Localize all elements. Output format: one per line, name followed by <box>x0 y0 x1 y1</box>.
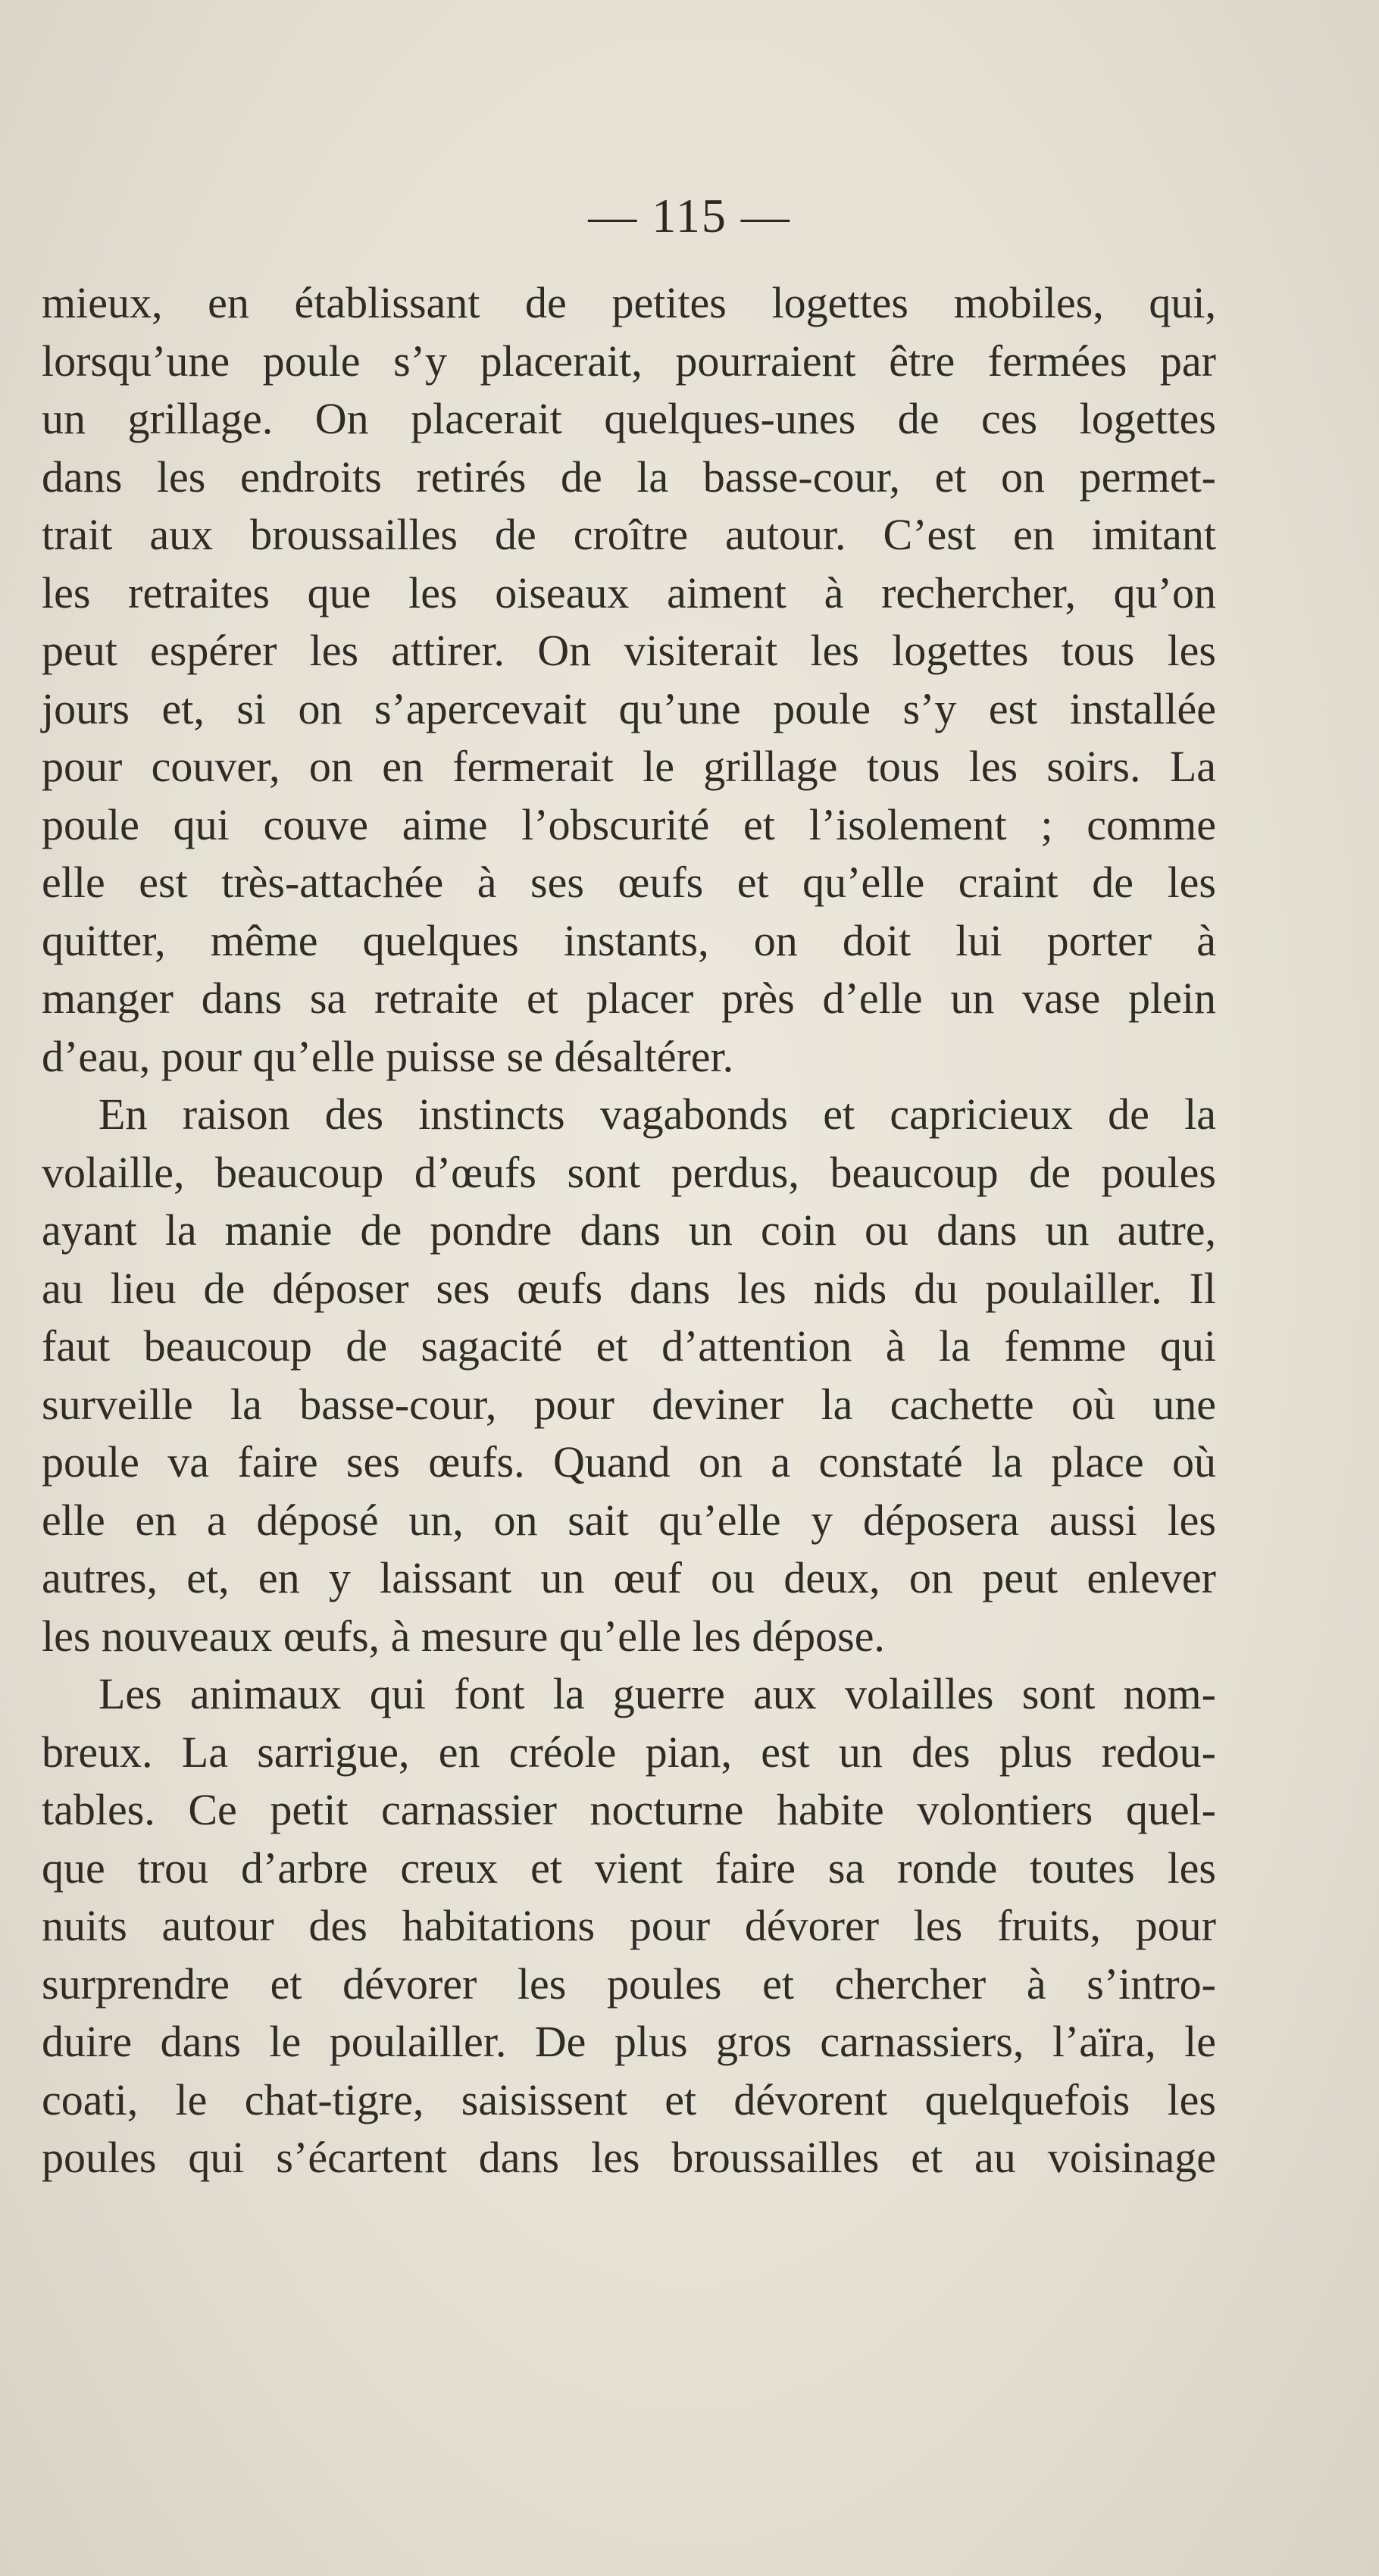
text-line: poule va faire ses œufs. Quand on a constaté la place où <box>42 1437 1216 1487</box>
paragraph-end-line: les nouveaux œufs, à mesure qu’elle les dépose. <box>42 1611 885 1661</box>
text-line: jours et, si on s’apercevait qu’une poule s’y est installée <box>42 683 1216 733</box>
text-line: pour couver, on en fermerait le grillage tous les soirs. La <box>42 742 1216 791</box>
text-line: coati, le chat-tigre, saisissent et dévorent quelquefois les <box>42 2074 1216 2124</box>
text-line: au lieu de déposer ses œufs dans les nids du poulailler. Il <box>42 1263 1216 1313</box>
text-line: les retraites que les oiseaux aiment à rechercher, qu’on <box>42 567 1216 617</box>
text-line: ayant la manie de pondre dans un coin ou dans un autre, <box>42 1205 1216 1255</box>
page-number: — 115 — <box>588 189 791 242</box>
text-line: manger dans sa retraite et placer près d’elle un vase plein <box>42 974 1216 1023</box>
text-line: faut beaucoup de sagacité et d’attention à la femme qui <box>42 1321 1216 1371</box>
text-line: mieux, en établissant de petites logettes mobiles, qui, <box>42 278 1216 327</box>
text-line: nuits autour des habitations pour dévorer les fruits, pour <box>42 1901 1216 1950</box>
text-line: elle en a déposé un, on sait qu’elle y déposera aussi les <box>42 1495 1216 1545</box>
text-line: poule qui couve aime l’obscurité et l’isolement ; comme <box>42 799 1216 849</box>
text-line: breux. La sarrigue, en créole pian, est un des plus redou- <box>42 1727 1216 1777</box>
paragraph-start-line: En raison des instincts vagabonds et capricieux de la <box>98 1089 1216 1139</box>
text-line: elle est très-attachée à ses œufs et qu’elle craint de les <box>42 858 1216 907</box>
body-text <box>42 274 1216 2187</box>
text-line: lorsqu’une poule s’y placerait, pourraient être fermées par <box>42 336 1216 386</box>
text-line: dans les endroits retirés de la basse-cour, et on permet- <box>42 452 1216 502</box>
text-line: surprendre et dévorer les poules et chercher à s’intro- <box>42 1959 1216 2009</box>
text-line: volaille, beaucoup d’œufs sont perdus, beaucoup de poules <box>42 1147 1216 1197</box>
text-line: duire dans le poulailler. De plus gros carnassiers, l’aïra, le <box>42 2017 1216 2066</box>
text-line: un grillage. On placerait quelques-unes de ces logettes <box>42 394 1216 443</box>
text-line: autres, et, en y laissant un œuf ou deux, on peut enlever <box>42 1553 1216 1602</box>
paragraph-start-line: Les animaux qui font la guerre aux volailles sont nom- <box>98 1669 1216 1718</box>
text-line: que trou d’arbre creux et vient faire sa ronde toutes les <box>42 1843 1216 1893</box>
text-line: tables. Ce petit carnassier nocturne habite volontiers quel- <box>42 1785 1216 1834</box>
text-line: peut espérer les attirer. On visiterait les logettes tous les <box>42 626 1216 675</box>
text-line: poules qui s’écartent dans les broussailles et au voisinage <box>42 2133 1216 2182</box>
paragraph-end-line: d’eau, pour qu’elle puisse se désaltérer. <box>42 1031 734 1081</box>
text-line: quitter, même quelques instants, on doit lui porter à <box>42 915 1216 965</box>
text-line: trait aux broussailles de croître autour. C’est en imitant <box>42 510 1216 559</box>
text-line: surveille la basse-cour, pour deviner la cachette où une <box>42 1379 1216 1429</box>
